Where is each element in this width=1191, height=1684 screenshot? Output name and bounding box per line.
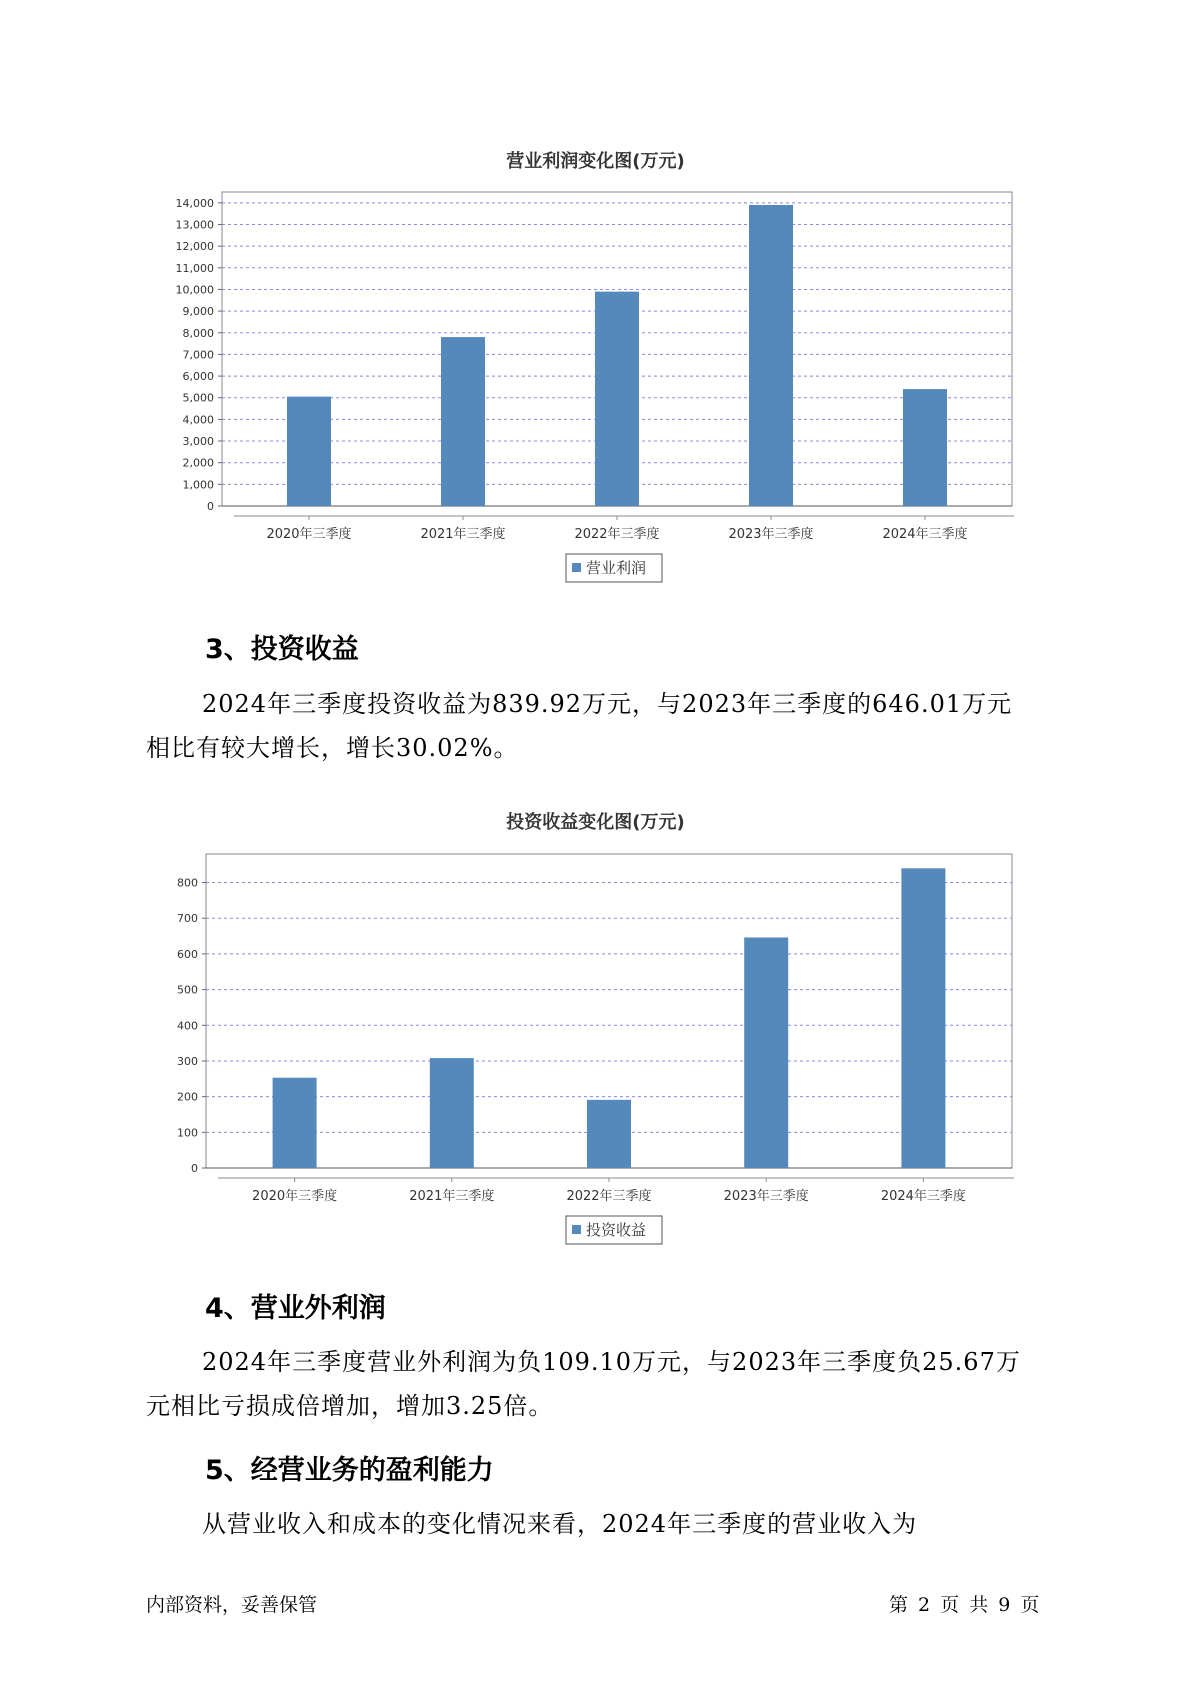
non-operating-line2: 元相比亏损成倍增加，增加3.25倍。 — [146, 1392, 554, 1420]
y-tick-label: 400 — [177, 1019, 198, 1033]
y-tick-label: 0 — [191, 1162, 198, 1175]
bar-2024年三季度 — [903, 389, 947, 506]
x-tick-label: 2022年三季度 — [574, 527, 660, 542]
y-tick-label: 100 — [177, 1126, 198, 1140]
operating-profit-chart — [0, 170, 1191, 590]
y-tick-label: 6,000 — [182, 370, 214, 384]
bar-2023年三季度 — [744, 937, 788, 1168]
y-tick-label: 300 — [177, 1054, 198, 1068]
y-tick-label: 11,000 — [175, 261, 214, 275]
y-tick-label: 8,000 — [182, 326, 214, 340]
x-tick-label: 2024年三季度 — [882, 527, 968, 542]
bar-2022年三季度 — [595, 292, 639, 506]
chart2-title: 投资收益变化图(万元) — [506, 812, 685, 833]
legend-swatch — [572, 1225, 581, 1234]
x-tick-label: 2024年三季度 — [880, 1189, 966, 1204]
y-tick-label: 9,000 — [182, 305, 214, 319]
legend-label: 营业利润 — [586, 559, 647, 577]
section-heading-investment: 3、投资收益 — [205, 634, 359, 665]
footer-page-number: 第 2 页 共 9 页 — [889, 1594, 1040, 1616]
x-tick-label: 2023年三季度 — [723, 1189, 809, 1204]
legend-swatch — [572, 563, 581, 572]
section-heading-non-operating: 4、营业外利润 — [205, 1293, 386, 1324]
y-tick-label: 3,000 — [182, 435, 214, 449]
bar-2020年三季度 — [273, 1078, 317, 1168]
investment-line1: 2024年三季度投资收益为839.92万元，与2023年三季度的646.01万元 — [202, 690, 1013, 718]
bar-2022年三季度 — [587, 1100, 631, 1168]
y-tick-label: 2,000 — [182, 456, 214, 470]
y-tick-label: 12,000 — [175, 240, 214, 254]
y-tick-label: 13,000 — [175, 218, 214, 232]
section-heading-profitability: 5、经营业务的盈利能力 — [205, 1455, 494, 1486]
y-tick-label: 600 — [177, 947, 198, 961]
y-tick-label: 0 — [207, 500, 214, 513]
legend-label: 投资收益 — [586, 1221, 647, 1239]
profitability-line1: 从营业收入和成本的变化情况来看，2024年三季度的营业收入为 — [202, 1510, 918, 1538]
y-tick-label: 1,000 — [182, 478, 214, 492]
bar-2024年三季度 — [901, 868, 945, 1168]
y-tick-label: 700 — [177, 912, 198, 926]
y-tick-label: 14,000 — [175, 196, 214, 210]
bar-2021年三季度 — [430, 1058, 474, 1168]
x-tick-label: 2020年三季度 — [252, 1189, 338, 1204]
x-tick-label: 2021年三季度 — [409, 1189, 495, 1204]
x-tick-label: 2020年三季度 — [266, 527, 352, 542]
y-tick-label: 4,000 — [182, 413, 214, 427]
y-tick-label: 7,000 — [182, 348, 214, 362]
bar-2023年三季度 — [749, 205, 793, 506]
y-tick-label: 800 — [177, 876, 198, 890]
bar-2020年三季度 — [287, 397, 331, 506]
footer-confidential-note: 内部资料，妥善保管 — [146, 1594, 318, 1616]
x-tick-label: 2022年三季度 — [566, 1189, 652, 1204]
x-tick-label: 2021年三季度 — [420, 527, 506, 542]
y-tick-label: 5,000 — [182, 391, 214, 405]
investment-income-chart — [0, 830, 1191, 1250]
y-tick-label: 500 — [177, 983, 198, 997]
y-tick-label: 200 — [177, 1090, 198, 1104]
non-operating-line1: 2024年三季度营业外利润为负109.10万元，与2023年三季度负25.67万 — [202, 1348, 1021, 1376]
chart1-title: 营业利润变化图(万元) — [506, 151, 685, 172]
y-tick-label: 10,000 — [175, 283, 214, 297]
bar-2021年三季度 — [441, 337, 485, 506]
x-tick-label: 2023年三季度 — [728, 527, 814, 542]
investment-line2: 相比有较大增长，增长30.02%。 — [146, 734, 519, 762]
